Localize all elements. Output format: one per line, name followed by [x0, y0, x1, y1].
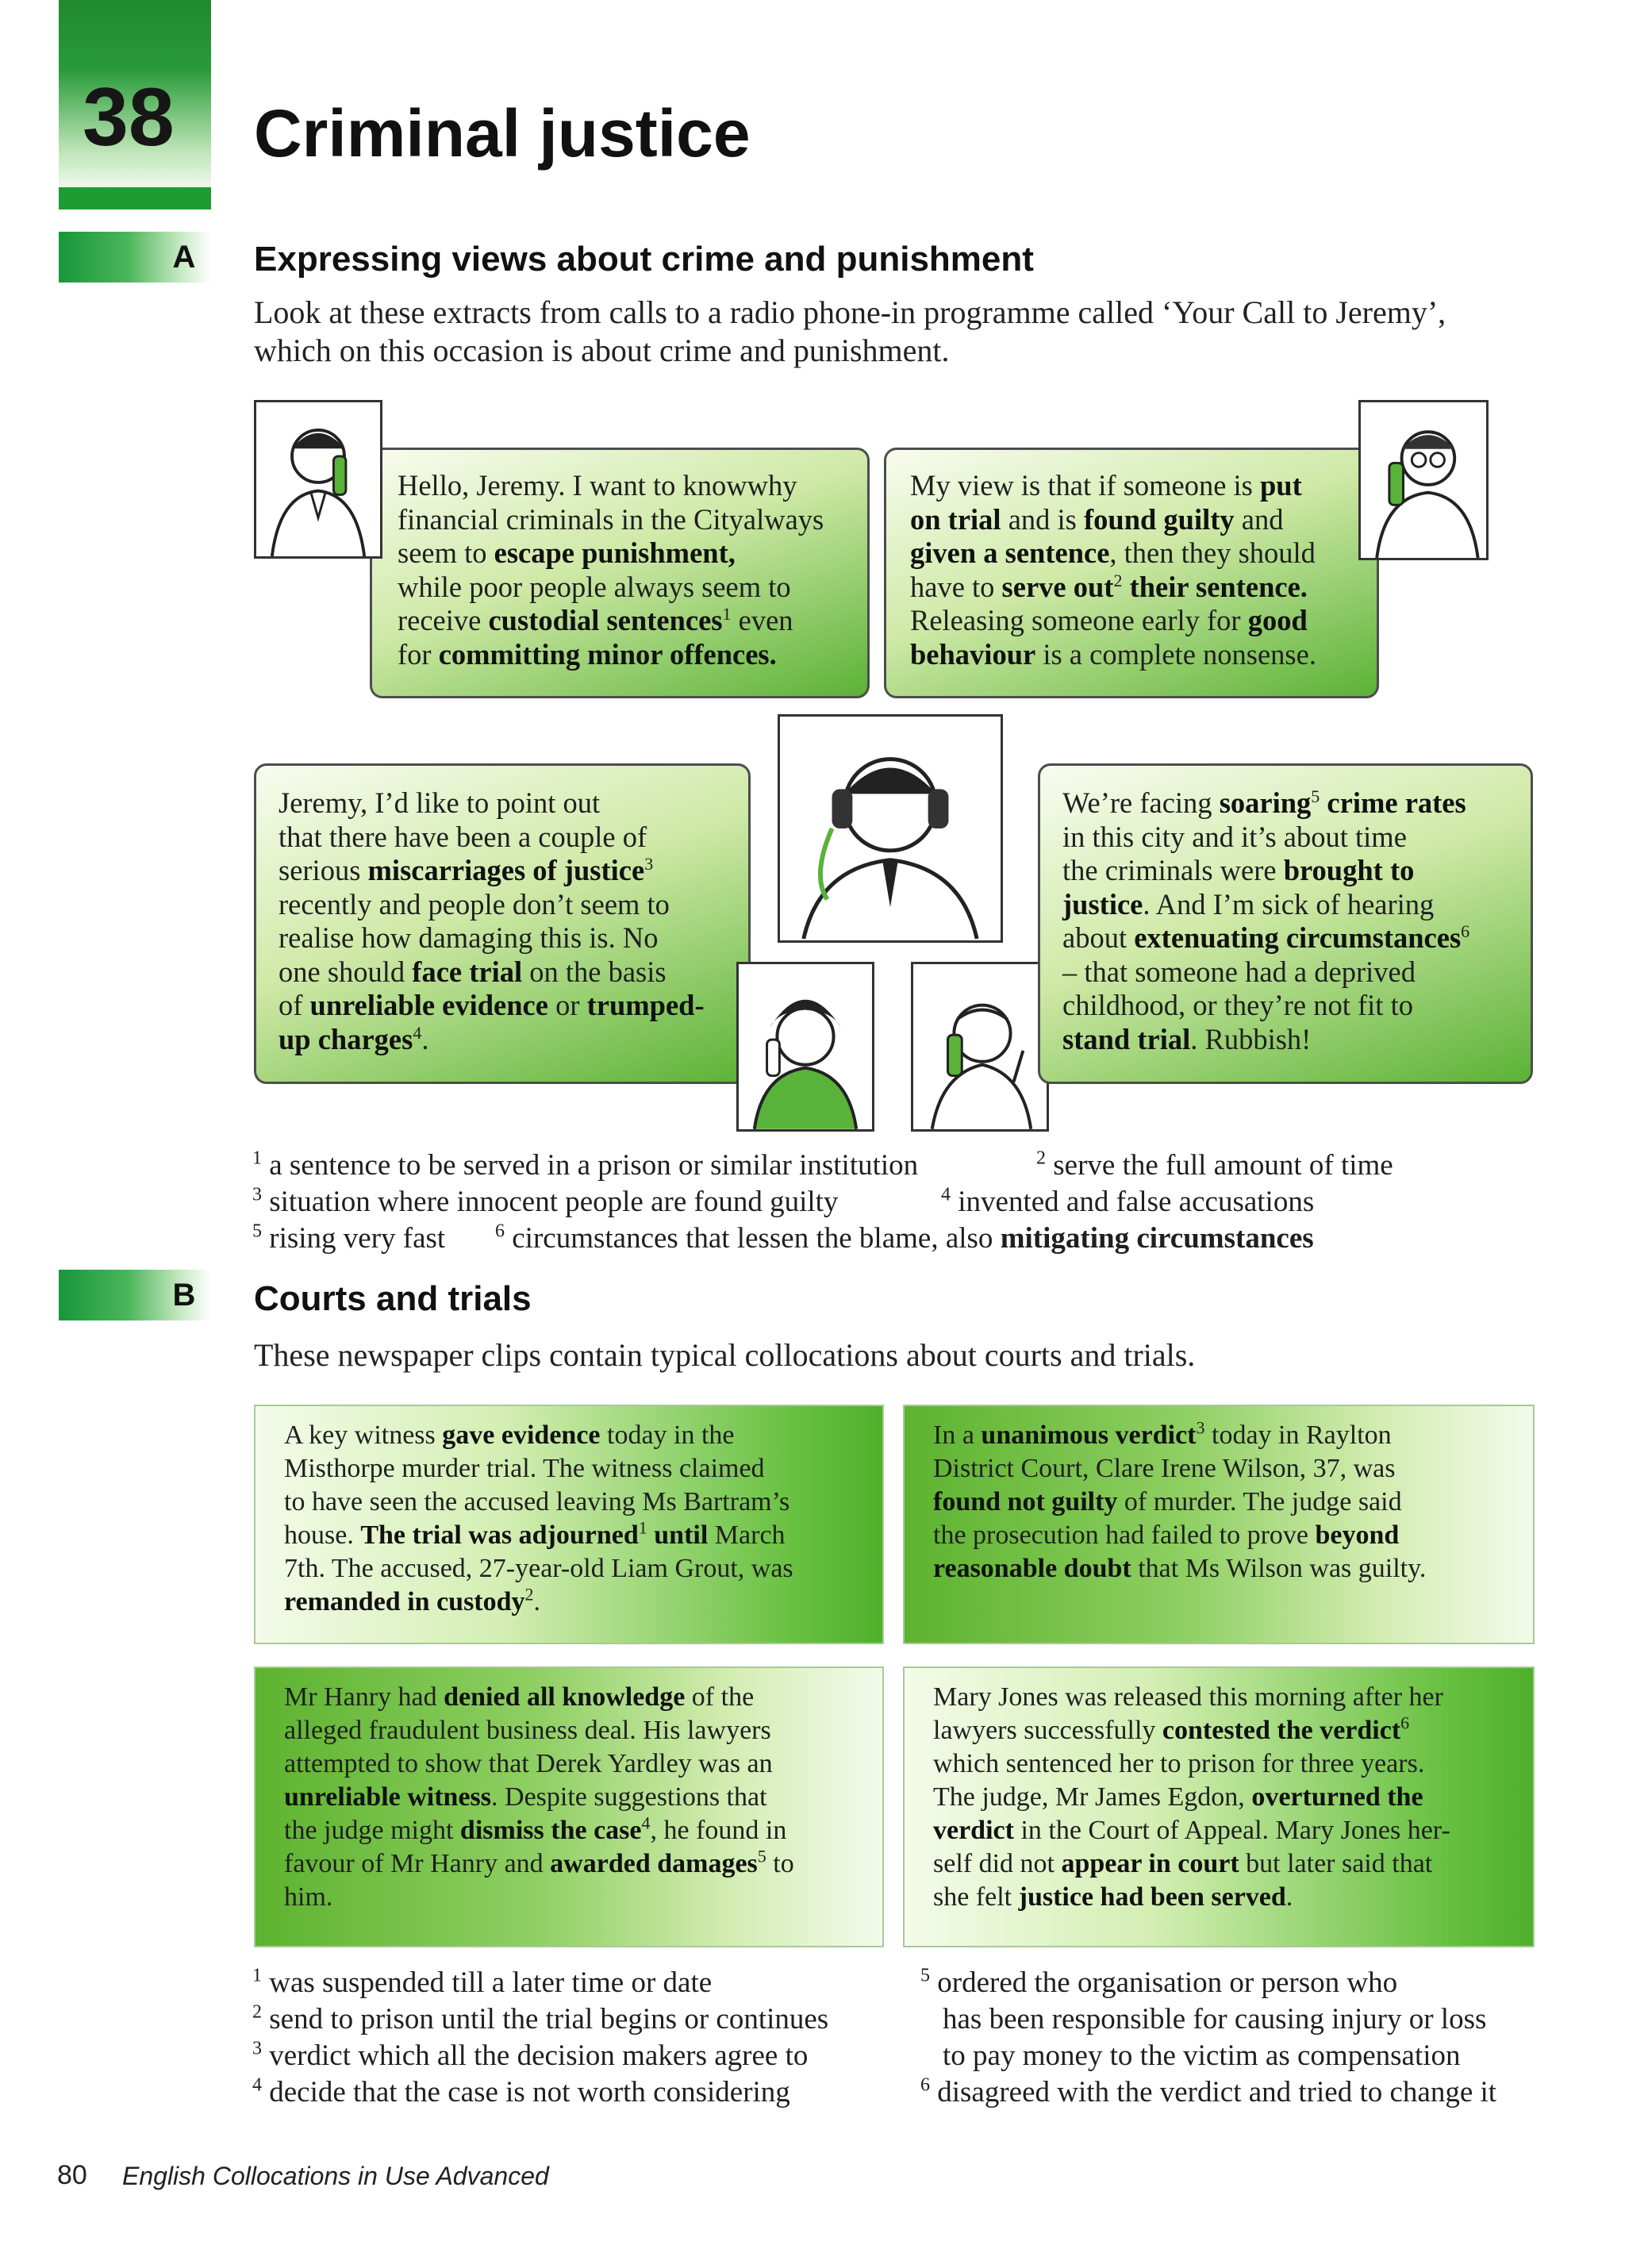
section-a-intro: Look at these extracts from calls to a radio phone-in programme called ‘Your Call to Jeremy’, which on this occasion is about crime and punishment. — [254, 294, 1446, 368]
newspaper-clip-2 — [903, 1405, 1535, 1644]
key-collocation: up charges — [279, 1022, 413, 1055]
footnote-number: 3 — [252, 1184, 262, 1205]
woman-on-phone-icon — [739, 964, 872, 1129]
footnote-row — [252, 2001, 828, 2038]
key-collocation: beyond — [1315, 1520, 1400, 1550]
footnote-text: invented and false accusations — [958, 1186, 1315, 1218]
caller-portrait-4 — [911, 962, 1049, 1132]
speech-bubble-text: Hello, Jeremy. I want to knowwhy financial criminals in the Cityalways seem to escape punishment, while poor people always seem to receive custodial sentences$^1$ even for committing minor offences. — [398, 469, 824, 671]
key-collocation: put — [1260, 469, 1302, 502]
caller-portrait-1 — [254, 400, 382, 559]
footnote-ref: 5 — [1311, 786, 1320, 806]
footnote-row — [941, 1184, 1314, 1220]
section-b-intro: These newspaper clips contain typical collocations about courts and trials. — [254, 1337, 1196, 1373]
speech-bubble-text: My view is that if someone is put on trial and is found guilty and given a sentence, then they should have to serve out$^2$ their sentence. Releasing someone early for good behaviour is a complete nonsense. — [910, 469, 1316, 671]
speech-bubble-caller-3 — [254, 763, 751, 1084]
section-b-letter: B — [172, 1278, 196, 1313]
key-collocation: until — [654, 1520, 709, 1550]
speech-bubble-caller-4 — [1038, 763, 1533, 1084]
footnote-ref: 6 — [1400, 1713, 1410, 1733]
footnote-ref: 1 — [722, 603, 732, 624]
key-collocation: reasonable doubt — [933, 1554, 1131, 1583]
key-collocation: justice — [1062, 887, 1143, 921]
footnote-ref: 1 — [638, 1517, 647, 1538]
key-collocation: remanded in custody — [284, 1587, 525, 1616]
key-collocation: stand trial — [1062, 1022, 1191, 1055]
footnote-number: 5 — [252, 1220, 262, 1242]
page-number: 80 — [57, 2160, 87, 2190]
footnote-number: 4 — [252, 2074, 262, 2096]
section-a-letter: A — [172, 240, 196, 275]
footnote-continuation: to pay money to the victim as compensation — [943, 2039, 1461, 2072]
key-collocation: on trial — [910, 502, 1001, 536]
speech-bubble-text: Jeremy, I’d like to point out that there have been a couple of serious miscarriages of justice$^3$ recently and people don’t seem to realise how damaging this is. No one should face trial on the basis of unreliable evidence or trumped- up charges$^4$. — [279, 786, 705, 1055]
footnote-ref: 3 — [644, 853, 654, 874]
key-collocation: good — [1247, 604, 1308, 636]
section-b-tag — [59, 1270, 211, 1320]
key-collocation: extenuating circumstances — [1134, 921, 1462, 954]
key-collocation: soaring — [1219, 786, 1312, 819]
key-collocation: custodial sentences — [488, 604, 723, 636]
book-title: English Collocations in Use Advanced — [122, 2162, 549, 2190]
footnote-row — [252, 2038, 808, 2074]
key-collocation: their sentence. — [1129, 570, 1308, 603]
caller-portrait-2 — [1358, 400, 1489, 560]
footnote-text: ordered the organisation or person who — [937, 1966, 1398, 1999]
footnote-row — [920, 1965, 1397, 2001]
key-collocation: brought to — [1283, 854, 1415, 886]
key-collocation: miscarriages of justice — [367, 854, 645, 886]
section-a-tag — [59, 232, 211, 283]
key-collocation: overturned the — [1251, 1782, 1423, 1812]
footnote-bold-term: mitigating circumstances — [1000, 1222, 1314, 1255]
footnote-text: decide that the case is not worth considering — [269, 2076, 790, 2108]
caller-portrait-3 — [736, 962, 874, 1132]
footnote-continuation: has been responsible for causing injury or loss — [943, 2003, 1487, 2035]
older-man-on-phone-icon — [913, 964, 1047, 1129]
radio-host-portrait — [778, 714, 1003, 943]
clip-text: A key witness gave evidence today in the Misthorpe murder trial. The witness claimed to have seen the accused leaving Ms Bartram’s house. The trial was adjourned$^1$ until March 7th. The accused, 27-year-old Liam Grout, was remanded in custody$^2$. — [284, 1420, 793, 1616]
newspaper-clip-4 — [903, 1666, 1535, 1947]
key-collocation: denied all knowledge — [444, 1682, 686, 1712]
section-b-title: Courts and trials — [254, 1279, 532, 1318]
footnote-text: a sentence to be served in a prison or similar institution — [269, 1149, 919, 1182]
footnote-text: rising very fast — [269, 1222, 446, 1255]
footnote-row — [1036, 1147, 1393, 1184]
footnote-ref: 2 — [524, 1584, 534, 1605]
key-collocation: found not guilty — [933, 1487, 1118, 1516]
footnote-text: disagreed with the verdict and tried to change it — [937, 2076, 1497, 2108]
footnote-number: 1 — [252, 1965, 262, 1986]
key-collocation: serve out — [1001, 570, 1114, 603]
footnote-text: verdict which all the decision makers agree to — [269, 2039, 809, 2072]
clip-text: Mr Hanry had denied all knowledge of the alleged fraudulent business deal. His lawyers attempted to show that Derek Yardley was an unreliable witness. Despite suggestions that the judge might dismiss the case$^4$, he found in favour of Mr Hanry and awarded damages$^5$ to him. — [284, 1682, 794, 1912]
key-collocation: given a sentence — [910, 536, 1110, 569]
key-collocation: contested the verdict — [1162, 1716, 1401, 1745]
footnote-text: send to prison until the trial begins or continues — [269, 2003, 829, 2035]
clip-text: Mary Jones was released this morning after her lawyers successfully contested the verdict$^6$ which sentenced her to prison for three years. The judge, Mr James Egdon, overturned the verdict in the Court of Appeal. Mary Jones her- self did not appear in court but later said that she felt justice had been served. — [933, 1682, 1450, 1912]
footnote-number: 6 — [495, 1220, 505, 1242]
key-collocation: trumped- — [586, 989, 705, 1021]
key-collocation: dismiss the case — [459, 1816, 642, 1845]
key-collocation: verdict — [933, 1816, 1014, 1845]
key-collocation: justice had been served — [1018, 1882, 1286, 1912]
unit-header-rule — [59, 187, 211, 210]
key-collocation: found guilty — [1083, 502, 1235, 536]
newspaper-clip-1 — [254, 1405, 884, 1644]
footnote-text: circumstances that lessen the blame, also — [512, 1222, 1001, 1255]
footnote-row — [495, 1220, 1314, 1257]
key-collocation: face trial — [412, 955, 523, 988]
man-with-glasses-on-phone-icon — [1361, 402, 1486, 558]
speech-bubble-text: We’re facing soaring$^5$ crime rates in this city and it’s about time the criminals were brought to justice. And I’m sick of hearing about extenuating circumstances$^6$ – that someone had a deprived childhood, or they’re not fit to stand trial. Rubbish! — [1062, 786, 1470, 1055]
key-collocation: committing minor offences. — [438, 637, 777, 671]
key-collocation: appear in court — [1061, 1849, 1239, 1878]
unit-number: 38 — [83, 71, 175, 163]
key-collocation: The trial was adjourned — [360, 1520, 639, 1550]
man-on-phone-icon — [256, 402, 380, 556]
key-collocation: awarded damages — [550, 1849, 758, 1878]
footnote-ref: 5 — [757, 1846, 766, 1866]
key-collocation: escape punishment, — [494, 536, 736, 569]
radio-host-headphones-icon — [780, 717, 1001, 940]
footnote-ref: 2 — [1113, 570, 1123, 590]
footnote-row — [252, 1965, 712, 2001]
clip-text: In a unanimous verdict$^3$ today in Raylton District Court, Clare Irene Wilson, 37, was found not guilty of murder. The judge said the prosecution had failed to prove beyond reasonable doubt that Ms Wilson was guilty. — [933, 1417, 1427, 1583]
footnote-number: 5 — [920, 1965, 930, 1986]
footnote-ref: 4 — [413, 1022, 422, 1043]
footnote-number: 2 — [1036, 1147, 1046, 1169]
footnote-number: 2 — [252, 2001, 262, 2023]
footnote-text: situation where innocent people are found guilty — [269, 1186, 839, 1218]
footnote-text: serve the full amount of time — [1053, 1149, 1393, 1182]
footnote-ref: 6 — [1461, 921, 1470, 941]
key-collocation: unreliable witness — [284, 1782, 492, 1812]
footnote-row — [252, 1184, 838, 1220]
page-title: Criminal justice — [254, 96, 751, 171]
key-collocation: gave evidence — [442, 1420, 601, 1450]
footnote-ref: 3 — [1196, 1417, 1205, 1438]
key-collocation: unreliable evidence — [309, 989, 548, 1021]
section-a-title: Expressing views about crime and punishment — [254, 240, 1034, 279]
speech-bubble-caller-2 — [884, 448, 1379, 698]
footnote-number: 6 — [920, 2074, 930, 2096]
key-collocation: unanimous verdict — [981, 1420, 1197, 1450]
footnote-text: was suspended till a later time or date — [269, 1966, 713, 1999]
key-collocation: behaviour — [910, 637, 1036, 671]
footnote-row — [252, 1220, 445, 1257]
footnote-number: 3 — [252, 2038, 262, 2059]
footnote-ref: 4 — [641, 1812, 651, 1833]
key-collocation: crime rates — [1327, 786, 1466, 819]
newspaper-clip-3 — [254, 1666, 884, 1947]
footnote-row — [252, 2074, 790, 2111]
speech-bubble-caller-1 — [370, 448, 870, 698]
footnote-number: 1 — [252, 1147, 262, 1169]
footnote-row — [920, 2074, 1496, 2111]
footnote-row — [252, 1147, 918, 1184]
footnote-number: 4 — [941, 1184, 951, 1205]
